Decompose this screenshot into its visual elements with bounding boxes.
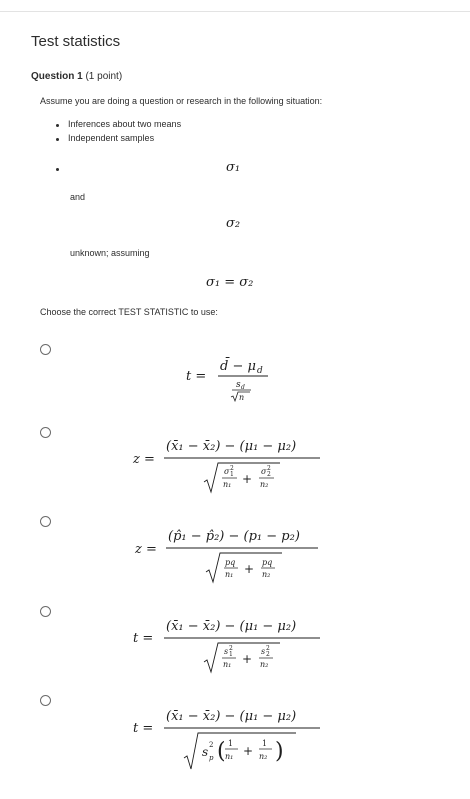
option-radio-pooled-t[interactable]: [40, 695, 51, 706]
svg-text:s: s: [202, 745, 209, 759]
option-radio-welch-t[interactable]: [40, 606, 51, 617]
equal-variance-assumption: σ₁ = σ₂: [206, 275, 254, 290]
question-header: [31, 71, 122, 82]
option-radio-paired-t[interactable]: [40, 344, 51, 355]
svg-text:n₂: n₂: [262, 570, 271, 579]
formula-two-proportion-z: [130, 522, 330, 586]
svg-text:n₁: n₁: [225, 570, 234, 579]
svg-text:d: d: [257, 366, 263, 376]
svg-text:2: 2: [230, 465, 234, 472]
formula-pooled-t: [128, 702, 328, 772]
svg-text:d̄ − μ: d̄ − μ: [220, 359, 256, 374]
svg-text:+: +: [242, 472, 253, 486]
svg-text:t =: t =: [186, 369, 207, 384]
question-points: (1 point): [85, 71, 123, 82]
svg-text:p: p: [209, 754, 214, 762]
svg-text:pq: pq: [225, 558, 236, 567]
svg-text:1: 1: [262, 739, 268, 748]
svg-text:1: 1: [228, 739, 234, 748]
svg-text:z =: z =: [135, 542, 157, 557]
bullet-marker: [56, 168, 59, 171]
svg-text:1: 1: [230, 471, 234, 478]
bullet-marker: [56, 138, 59, 141]
svg-text:2: 2: [267, 465, 271, 472]
svg-text:+: +: [242, 652, 253, 666]
option-radio-two-sample-z-means[interactable]: [40, 427, 51, 438]
svg-text:s: s: [261, 647, 266, 656]
unknown-text: unknown; assuming: [70, 248, 150, 258]
bullet-independent: Independent samples: [68, 133, 155, 143]
svg-text:n: n: [239, 393, 245, 402]
svg-text:t =: t =: [133, 631, 154, 646]
svg-text:σ: σ: [224, 467, 230, 476]
svg-text:s: s: [236, 380, 241, 390]
page-title: Test statistics: [31, 33, 121, 50]
bullet-marker: [56, 124, 59, 127]
svg-text:n₁: n₁: [223, 480, 232, 489]
svg-text:n₂: n₂: [259, 752, 268, 761]
question-prompt: Assume you are doing a question or research in the following situation:: [40, 96, 323, 106]
and-text: and: [70, 192, 86, 202]
svg-text:n₁: n₁: [223, 660, 232, 669]
svg-text:1: 1: [229, 651, 233, 658]
svg-text:): ): [275, 739, 284, 764]
formula-two-sample-z-means: [128, 432, 328, 496]
svg-text:2: 2: [267, 471, 271, 478]
sigma1-symbol: σ₁: [226, 160, 241, 175]
svg-text:z =: z =: [133, 452, 155, 467]
svg-text:n₁: n₁: [225, 752, 234, 761]
svg-text:2: 2: [266, 645, 270, 652]
bullet-two-means: Inferences about two means: [68, 119, 182, 129]
formula-paired-t: [180, 350, 280, 410]
svg-text:n₂: n₂: [260, 660, 269, 669]
svg-text:(x̄₁ − x̄₂) − (μ₁ − μ₂): (x̄₁ − x̄₂) − (μ₁ − μ₂): [166, 619, 297, 634]
svg-text:(p̂₁ − p̂₂) − (p₁ − p₂): (p̂₁ − p̂₂) − (p₁ − p₂): [168, 529, 300, 544]
svg-text:σ: σ: [261, 467, 267, 476]
svg-text:d: d: [241, 384, 245, 391]
svg-text:(x̄₁ − x̄₂) − (μ₁ − μ₂): (x̄₁ − x̄₂) − (μ₁ − μ₂): [166, 439, 297, 454]
svg-text:pq: pq: [262, 558, 273, 567]
svg-text:+: +: [244, 562, 255, 576]
choose-instruction: Choose the correct TEST STATISTIC to use:: [40, 307, 218, 317]
svg-text:+: +: [243, 744, 254, 758]
svg-text:s: s: [224, 647, 229, 656]
option-radio-two-proportion-z[interactable]: [40, 516, 51, 527]
question-number: Question 1: [31, 71, 83, 82]
sigma2-symbol: σ₂: [226, 216, 241, 231]
svg-text:(: (: [217, 739, 226, 764]
top-divider: [0, 11, 470, 12]
svg-text:2: 2: [209, 741, 214, 749]
svg-text:2: 2: [229, 645, 233, 652]
svg-text:n₂: n₂: [260, 480, 269, 489]
svg-text:(x̄₁ − x̄₂) − (μ₁ − μ₂): (x̄₁ − x̄₂) − (μ₁ − μ₂): [166, 709, 297, 724]
svg-text:2: 2: [266, 651, 270, 658]
svg-text:t =: t =: [133, 721, 154, 736]
formula-welch-t: [128, 612, 328, 676]
